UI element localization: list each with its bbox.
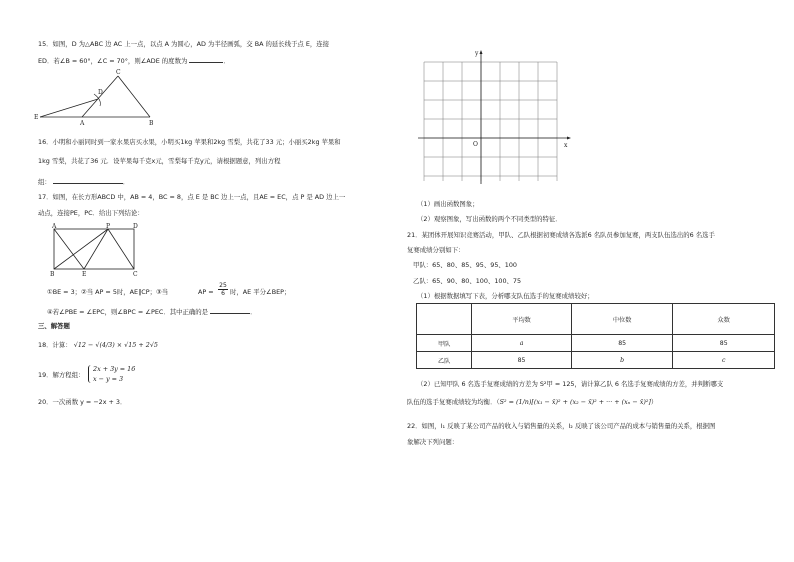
q21-line2: 复赛成绩分别如下：	[407, 246, 465, 254]
q17-ap-label: AP =	[198, 288, 214, 296]
q15-text: ED．若∠B = 60°，∠C = 70°，则∠ADE 的度数为	[38, 57, 188, 65]
q16-line2: 1kg 雪梨，共花了36 元．设苹果每千克x元，雪梨每千克y元，请根据题意，列出方程	[38, 157, 281, 165]
table-cell: 甲队	[417, 335, 472, 352]
label-A: A	[52, 223, 57, 230]
q17-period: ．	[250, 308, 257, 316]
label-B: B	[50, 271, 55, 278]
q19-equation1: 2x + 3y = 16	[93, 365, 136, 373]
x-axis-label: x	[564, 142, 568, 149]
label-E: E	[82, 271, 87, 278]
table-cell: 乙队	[417, 352, 472, 369]
table-header-cell: 平均数	[472, 304, 572, 335]
q22-line2: 象解决下列问题：	[407, 438, 459, 446]
label-A: A	[80, 120, 85, 127]
q20-part1: （1）画出函数图象；	[417, 200, 479, 208]
q17-options-line2	[47, 306, 257, 317]
q18-label: 18．计算：	[38, 341, 72, 349]
q17-fraction	[218, 282, 228, 297]
q16-period: ．	[122, 178, 130, 186]
section-heading: 三、解答题	[38, 322, 70, 330]
q21-part2-line2	[407, 398, 657, 407]
table-header-cell	[417, 304, 472, 335]
table-cell: 85	[472, 352, 572, 369]
table-row	[417, 335, 775, 352]
q17-line2: 动点，连接PE，PC．给出下列结论：	[38, 209, 144, 217]
label-E: E	[34, 114, 39, 121]
q15-answer-blank	[189, 55, 223, 63]
table-header-row	[417, 304, 775, 335]
coordinate-grid-figure	[418, 50, 573, 190]
table-cell: b	[571, 352, 673, 369]
q17-line1: 17．如图，在长方形ABCD 中，AB = 4，BC = 8，点 E 是 BC 边上一点，且AE = EC，点 P 是 AD 边上一	[38, 193, 346, 201]
q19-equation2: x − y = 3	[93, 375, 124, 383]
variance-formula: S² = (1/n)[(x₁ − x̄)² + (x₂ − x̄)² + ··· + (xₙ − x̄)²]	[499, 398, 651, 406]
q16-line3	[38, 176, 129, 187]
q15-period: ．	[223, 57, 230, 65]
fraction-denominator: 6	[221, 290, 225, 297]
q21-part1: （1）根据数据填写下表，分析哪支队伍选手的复赛成绩较好；	[417, 292, 594, 300]
table-header-cell: 众数	[673, 304, 775, 335]
q17-answer-blank	[210, 306, 250, 314]
table-header-cell: 中位数	[571, 304, 673, 335]
q15-triangle-figure	[34, 69, 160, 127]
q16-label: 组：	[38, 178, 51, 186]
q15-line1: 15．如图，D 为△ABC 边 AC 上一点，以点 A 为圆心，AD 为半径画弧，交 BA 的延长线于点 E，连接	[38, 40, 330, 48]
q18-expression: √12 − √(4/3) × √15 + 2√5	[73, 341, 158, 349]
q20-part2: （2）观察图象，写出函数的两个不同类型的特征．	[417, 215, 562, 223]
table-cell: c	[673, 352, 775, 369]
y-axis-label: y	[475, 50, 479, 57]
fraction-numerator: 25	[219, 282, 227, 289]
label-P: P	[106, 223, 111, 230]
q21-line1: 21．某团体开展知识竞赛活动，甲队、乙队根据初赛成绩各选派6 名队员参加复赛，两支队伍选出的6 名选手	[407, 231, 715, 239]
q22-line1: 22．如图，l₁ 反映了某公司产品的收入与销售量的关系，l₂ 反映了该公司产品的成本与销售量的关系，根据图	[407, 422, 716, 430]
team-b-scores: 乙队：65、90、80、100、100、75	[413, 277, 522, 285]
table-cell: a	[472, 335, 572, 352]
q21-part2-text: 队伍的选手复赛成绩较为均衡．（	[407, 398, 500, 406]
table-row	[417, 352, 775, 369]
q18-line	[38, 341, 158, 350]
label-C: C	[116, 69, 121, 76]
q17-opt3-condition	[198, 288, 214, 297]
label-D: D	[133, 223, 138, 230]
q21-close-paren: ）	[650, 398, 658, 406]
q19-label: 19．解方程组：	[38, 371, 85, 379]
origin-label: O	[473, 141, 478, 148]
label-B: B	[149, 120, 154, 127]
q17-rectangle-figure	[50, 224, 140, 276]
team-a-scores: 甲队：65、80、85、95、95、100	[413, 261, 517, 269]
q17-options-line1	[47, 288, 168, 297]
q17-opt4-text: ④若∠PBE = ∠EPC，则∠BPC = ∠PEC．其中正确的是	[47, 308, 209, 316]
grid-lines	[424, 62, 557, 181]
q21-part2-line1: （2）已知甲队 6 名选手复赛成绩的方差为 S²甲 = 125，请计算乙队 6 名选手复赛成绩的方差，并判断哪支	[417, 380, 724, 388]
score-table	[416, 303, 775, 369]
label-D: D	[98, 89, 103, 96]
q20-line: 20．一次函数 y = −2x + 3．	[38, 398, 127, 406]
q16-line1: 16．小明和小丽同时到一家水果店买水果，小明买1kg 苹果和2kg 雪梨，共花了33 元；小丽买2kg 苹果和	[38, 138, 341, 146]
table-cell: 85	[571, 335, 673, 352]
y-axis-arrow-icon	[480, 50, 483, 54]
x-axis-arrow-icon	[567, 137, 571, 140]
label-C: C	[133, 271, 138, 278]
q17-options-text: ①BE = 3；②当 AP = 5时，AE∥CP；③当	[47, 288, 169, 296]
q16-answer-blank	[53, 176, 123, 184]
q17-opt3-tail: 时，AE 平分∠BEP；	[230, 288, 291, 296]
table-cell: 85	[673, 335, 775, 352]
q15-line2	[38, 55, 230, 66]
